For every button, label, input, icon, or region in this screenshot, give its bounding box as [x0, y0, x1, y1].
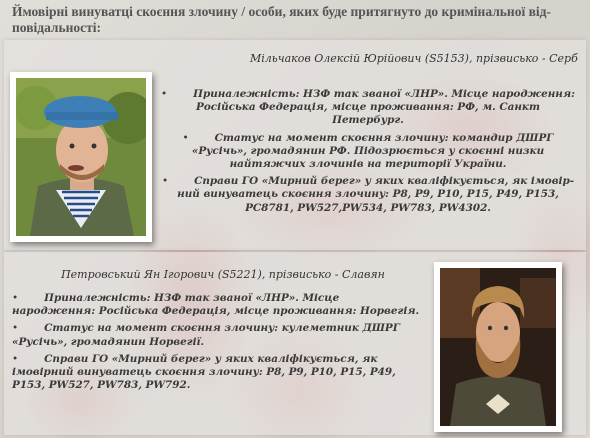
- page-title: Ймовірні винуватці скоєння злочину / особи, яких буде притягнуто до кримінальної від-повідальності:: [12, 4, 551, 35]
- person-name-2: Петровський Ян Ігорович (S5221), прізвисько - Славян: [61, 268, 385, 281]
- list-item: • Справи ГО «Мирний берег» у яких кваліфікується, як імовірний винуватець скоєння злочину: P8, P9, P10, P15, P49, P153, PW527, PW783, PW792.: [12, 352, 396, 392]
- list-item: • Статус на момент скоєння злочину: кулеметник ДШРГ «Русічь», громадянин Норвегії.: [12, 322, 400, 348]
- list-item: • Справи ГО «Мирний берег» у яких кваліфікується, як імовір-ний винуватець скоєння злочину: P8, P9, P10, P15, P49, P153, PC8781, PW527,PW534, PW783, PW4302.: [161, 175, 575, 214]
- person-details-2: [12, 292, 424, 396]
- person-photo-1: [10, 72, 152, 242]
- list-item: • Приналежність: НЗФ так званої «ЛНР». Місце народження: Російська Федерація, місце проживання: Норвегія.: [12, 292, 420, 318]
- person-details-1: [160, 88, 576, 219]
- person-name-1: Мільчаков Олексій Юрійович (S5153), прізвисько - Серб: [250, 52, 578, 65]
- list-item: • Статус на момент скоєння злочину: командир ДШРГ «Русічь», громадянин РФ. Підозрюється у скоєнні низки найтяжчих злочинів на території України.: [182, 131, 554, 171]
- list-item: • Приналежність: НЗФ так званої «ЛНР». Місце народження: Російська Федерація, місце проживання: РФ, м. Санкт Петербург.: [161, 88, 575, 127]
- person-photo-2: [434, 262, 562, 432]
